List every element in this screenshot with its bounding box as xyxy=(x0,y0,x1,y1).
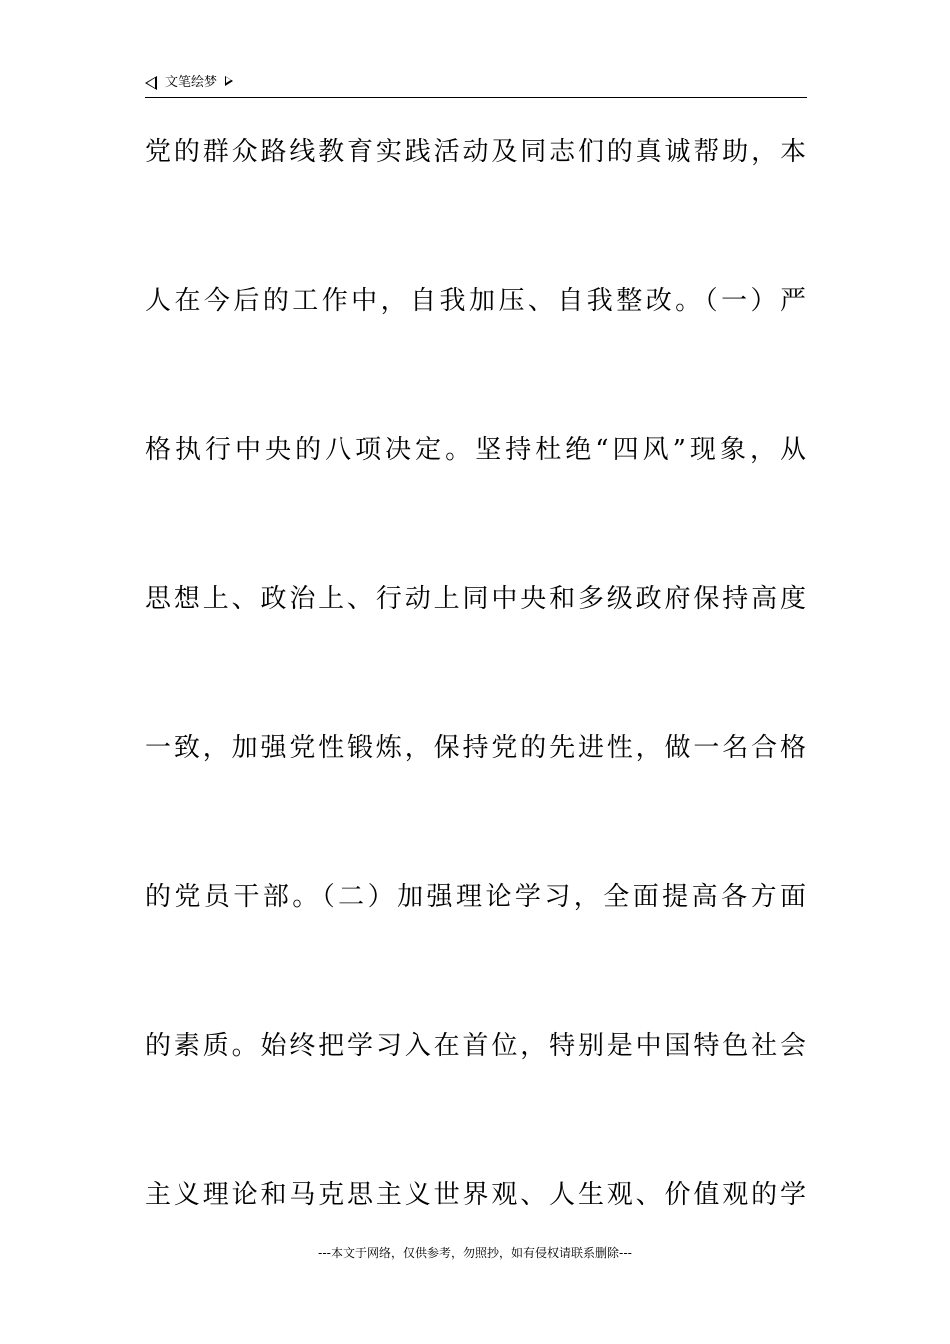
header-brand: 文笔绘梦 xyxy=(165,75,218,90)
page-header xyxy=(145,72,807,98)
body-line-1: 党的群众路线教育实践活动及同志们的真诚帮助，本 xyxy=(145,137,807,167)
body-line-6: 的党员干部。（二）加强理论学习，全面提高各方面 xyxy=(145,882,807,912)
page-footer-notice: ---本文于网络，仅供参考，勿照抄，如有侵权请联系删除--- xyxy=(318,1246,632,1260)
body-line-7: 的素质。始终把学习入在首位，特别是中国特色社会 xyxy=(145,1031,807,1061)
body-line-8: 主义理论和马克思主义世界观、人生观、价值观的学 xyxy=(145,1180,807,1210)
body-line-3: 格执行中央的八项决定。坚持杜绝“四风”现象，从 xyxy=(145,435,807,465)
body-line-4: 思想上、政治上、行动上同中央和多级政府保持高度 xyxy=(145,584,807,614)
body-line-2: 人在今后的工作中，自我加压、自我整改。（一）严 xyxy=(145,286,807,316)
triangle-right-icon xyxy=(225,76,233,86)
header-brand-group xyxy=(145,74,233,92)
body-line-5: 一致，加强党性锻炼，保持党的先进性，做一名合格 xyxy=(145,733,807,763)
document-body xyxy=(145,126,807,1318)
triangle-left-icon xyxy=(145,76,157,90)
